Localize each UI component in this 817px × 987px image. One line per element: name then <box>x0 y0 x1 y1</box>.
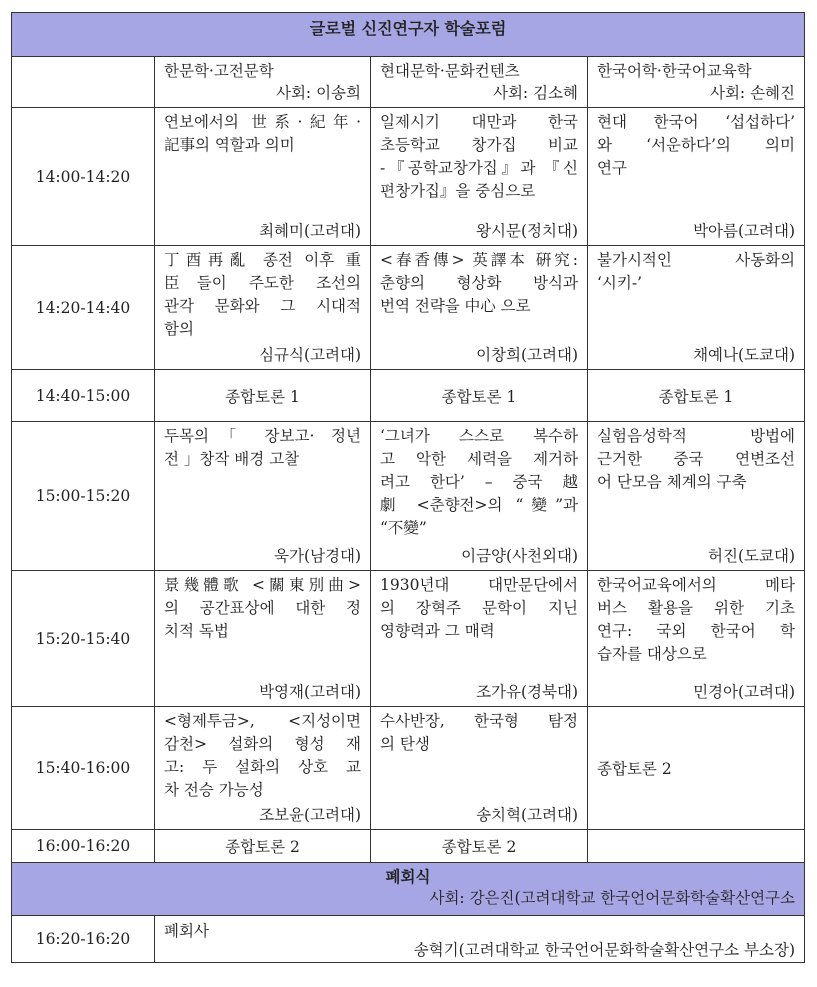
paper-title-line: 근거한 중국 연변조선 <box>597 450 795 468</box>
paper-author: 조보윤(고려대) <box>259 806 361 824</box>
paper-title-line: 감천> 설화의 형성 재 <box>164 735 361 753</box>
paper-cell <box>155 246 371 370</box>
paper-cell <box>155 707 371 830</box>
paper-cell <box>588 108 805 246</box>
paper-author: 박아름(고려대) <box>693 222 795 240</box>
paper-title-line: 관각 문화와 그 시대적 <box>164 297 361 315</box>
session-header <box>155 57 371 108</box>
paper-title <box>380 710 578 756</box>
paper-author: 왕시문(정치대) <box>476 222 578 240</box>
paper-entry <box>164 425 361 567</box>
paper-title-line: 려고 한다’ – 중국 越 <box>380 473 578 491</box>
closing-item: 폐회사 <box>164 922 209 940</box>
paper-title-line: “不變” <box>380 519 427 537</box>
paper-title-line: 의 탄생 <box>380 735 430 753</box>
time-slot: 14:40-15:00 <box>12 370 155 422</box>
schedule-row <box>12 370 805 422</box>
paper-entry <box>380 249 578 366</box>
paper-author: 송치혁(고려대) <box>476 806 578 824</box>
schedule-row <box>12 422 805 571</box>
paper-entry <box>597 425 795 567</box>
paper-title <box>380 249 578 318</box>
paper-title-line: 차 전승 가능성 <box>164 781 264 799</box>
paper-cell <box>155 422 371 571</box>
paper-title-line: -『공학교창가집』과 『신 <box>380 159 578 177</box>
paper-title <box>164 111 361 157</box>
paper-title-line: 전 」창작 배경 고찰 <box>164 450 300 468</box>
paper-author: 허진(도쿄대) <box>708 547 795 565</box>
paper-title-line: 실험음성학적 방법에 <box>597 427 795 445</box>
paper-entry <box>597 249 795 366</box>
paper-title <box>597 425 795 494</box>
paper-cell <box>588 422 805 571</box>
session-moderator: 사회: 김소혜 <box>492 84 578 102</box>
session-header <box>371 57 588 108</box>
paper-entry <box>380 425 578 567</box>
time-slot: 15:40-16:00 <box>12 707 155 830</box>
paper-title <box>164 425 361 471</box>
paper-author: 욱가(남경대) <box>274 547 361 565</box>
paper-title-line: 함의 <box>164 320 194 338</box>
session-name: 한문학·고전문학 <box>164 62 274 80</box>
paper-title-line: 버스 활용을 위한 기초 <box>597 599 795 617</box>
closing-row <box>12 916 805 963</box>
paper-title-line: 고: 두 설화의 상호 교 <box>164 758 361 776</box>
paper-title-line: 연구: 국외 한국어 학 <box>597 622 795 640</box>
paper-entry <box>164 710 361 826</box>
paper-title-line: 춘향의 형상화 방식과 <box>380 274 578 292</box>
paper-title <box>597 111 795 180</box>
closing-header-row <box>12 863 805 916</box>
time-slot: 16:00-16:20 <box>12 830 155 863</box>
paper-title <box>164 574 361 643</box>
paper-title-line: 와 ‘서운하다’의 의미 <box>597 136 795 154</box>
discussion-cell: 종합토론 1 <box>155 370 371 422</box>
paper-cell <box>155 571 371 707</box>
session-header-row <box>12 57 805 108</box>
paper-cell <box>155 108 371 246</box>
paper-title-line: <春香傳> 英譯本 硏究: <box>380 251 578 269</box>
session-name: 한국어학·한국어교육학 <box>597 62 752 80</box>
closing-moderator: 사회: 강은진(고려대학교 한국언어문화학술확산연구소 <box>429 889 795 907</box>
paper-author: 이금양(사천외대) <box>461 547 578 565</box>
paper-entry <box>164 249 361 366</box>
paper-title-line: 한국어교육에서의 메타 <box>597 576 795 594</box>
paper-title-line: ‘그녀가 스스로 복수하 <box>380 427 578 445</box>
paper-author: 박영재(고려대) <box>259 683 361 701</box>
closing-content <box>155 916 805 963</box>
paper-title-line: <형제투금>, <지성이면 <box>164 712 361 730</box>
time-slot: 15:20-15:40 <box>12 571 155 707</box>
paper-author: 이창희(고려대) <box>476 346 578 364</box>
time-slot: 14:20-14:40 <box>12 246 155 370</box>
paper-title-line: 丁酉再亂 종전 이후 重 <box>164 251 361 269</box>
paper-entry <box>164 574 361 703</box>
paper-title-line: 劇 <춘향전>의 “變”과 <box>380 496 578 514</box>
schedule-row <box>12 108 805 246</box>
schedule-row <box>12 830 805 863</box>
paper-author: 민경아(고려대) <box>693 683 795 701</box>
paper-cell <box>371 707 588 830</box>
paper-title-line: 臣들이 주도한 조선의 <box>164 274 361 292</box>
paper-title-line: 일제시기 대만과 한국 <box>380 113 578 131</box>
paper-title <box>164 249 361 341</box>
paper-title-line: 습자를 대상으로 <box>597 645 707 663</box>
paper-title-line: 영향력과 그 매력 <box>380 622 495 640</box>
paper-title <box>380 574 578 643</box>
discussion-cell: 종합토론 2 <box>588 707 805 830</box>
paper-title-line: 記事의 역할과 의미 <box>164 136 295 154</box>
paper-cell <box>588 571 805 707</box>
paper-title <box>380 425 578 540</box>
paper-title-line: 두목의「 장보고· 정년 <box>164 427 361 445</box>
session-moderator: 사회: 이송희 <box>275 84 361 102</box>
paper-title-line: 불가시적인 사동화의 <box>597 251 795 269</box>
paper-title-line: 의 장혁주 문학이 지닌 <box>380 599 578 617</box>
paper-title-line: 景幾體歌 <關東別曲> <box>164 576 361 594</box>
paper-author: 채예나(도쿄대) <box>693 346 795 364</box>
paper-cell <box>371 108 588 246</box>
paper-author: 조가유(경북대) <box>476 683 578 701</box>
closing-title: 폐회식 <box>385 867 431 886</box>
paper-title-line: ‘시키-’ <box>597 274 643 292</box>
paper-title <box>164 710 361 802</box>
paper-title-line: 연구 <box>597 159 627 177</box>
time-slot: 14:00-14:20 <box>12 108 155 246</box>
paper-title <box>380 111 578 203</box>
schedule-row <box>12 707 805 830</box>
paper-author: 최혜미(고려대) <box>259 222 361 240</box>
discussion-cell: 종합토론 2 <box>371 830 588 863</box>
session-name: 현대문학·문화컨텐츠 <box>380 62 520 80</box>
paper-cell <box>588 246 805 370</box>
paper-entry <box>380 574 578 703</box>
title-row <box>12 13 805 57</box>
paper-title-line: 고 악한 세력을 제거하 <box>380 450 578 468</box>
time-slot: 15:00-15:20 <box>12 422 155 571</box>
paper-entry <box>380 111 578 242</box>
discussion-cell <box>588 830 805 863</box>
paper-entry <box>380 710 578 826</box>
paper-title-line: 치적 독법 <box>164 622 229 640</box>
paper-title <box>597 249 795 295</box>
paper-title-line: 수사반장, 한국형 탐정 <box>380 712 578 730</box>
paper-title-line: 어 단모음 체계의 구축 <box>597 473 747 491</box>
schedule-row <box>12 571 805 707</box>
paper-title-line: 초등학교 창가집 비교 <box>380 136 578 154</box>
paper-title-line: 번역 전략을 中心 으로 <box>380 297 531 315</box>
time-header <box>12 57 155 108</box>
closing-speaker: 송혁기(고려대학교 한국언어문화학술확산연구소 부소장) <box>413 941 795 959</box>
paper-title-line: 편창가집』을 중심으로 <box>380 182 536 200</box>
session-header <box>588 57 805 108</box>
forum-title: 글로벌 신진연구자 학술포럼 <box>12 13 805 57</box>
paper-entry <box>164 111 361 242</box>
schedule-row <box>12 246 805 370</box>
discussion-cell: 종합토론 1 <box>371 370 588 422</box>
discussion-cell: 종합토론 2 <box>155 830 371 863</box>
closing-wrap <box>164 916 795 962</box>
paper-title-line: 1930년대 대만문단에서 <box>380 576 578 594</box>
paper-cell <box>371 571 588 707</box>
closing-header <box>12 863 805 916</box>
paper-entry <box>597 574 795 703</box>
paper-title-line: 현대 한국어 ‘섭섭하다’ <box>597 113 795 131</box>
time-slot: 16:20-16:20 <box>12 916 155 963</box>
paper-title <box>597 574 795 666</box>
paper-author: 심규식(고려대) <box>259 346 361 364</box>
paper-entry <box>597 111 795 242</box>
discussion-cell: 종합토론 1 <box>588 370 805 422</box>
session-moderator: 사회: 손혜진 <box>709 84 795 102</box>
paper-title-line: 의 공간표상에 대한 정 <box>164 599 361 617</box>
paper-cell <box>371 422 588 571</box>
paper-cell <box>371 246 588 370</box>
forum-schedule-table <box>11 12 805 963</box>
paper-title-line: 연보에서의 世系·紀年· <box>164 113 361 131</box>
